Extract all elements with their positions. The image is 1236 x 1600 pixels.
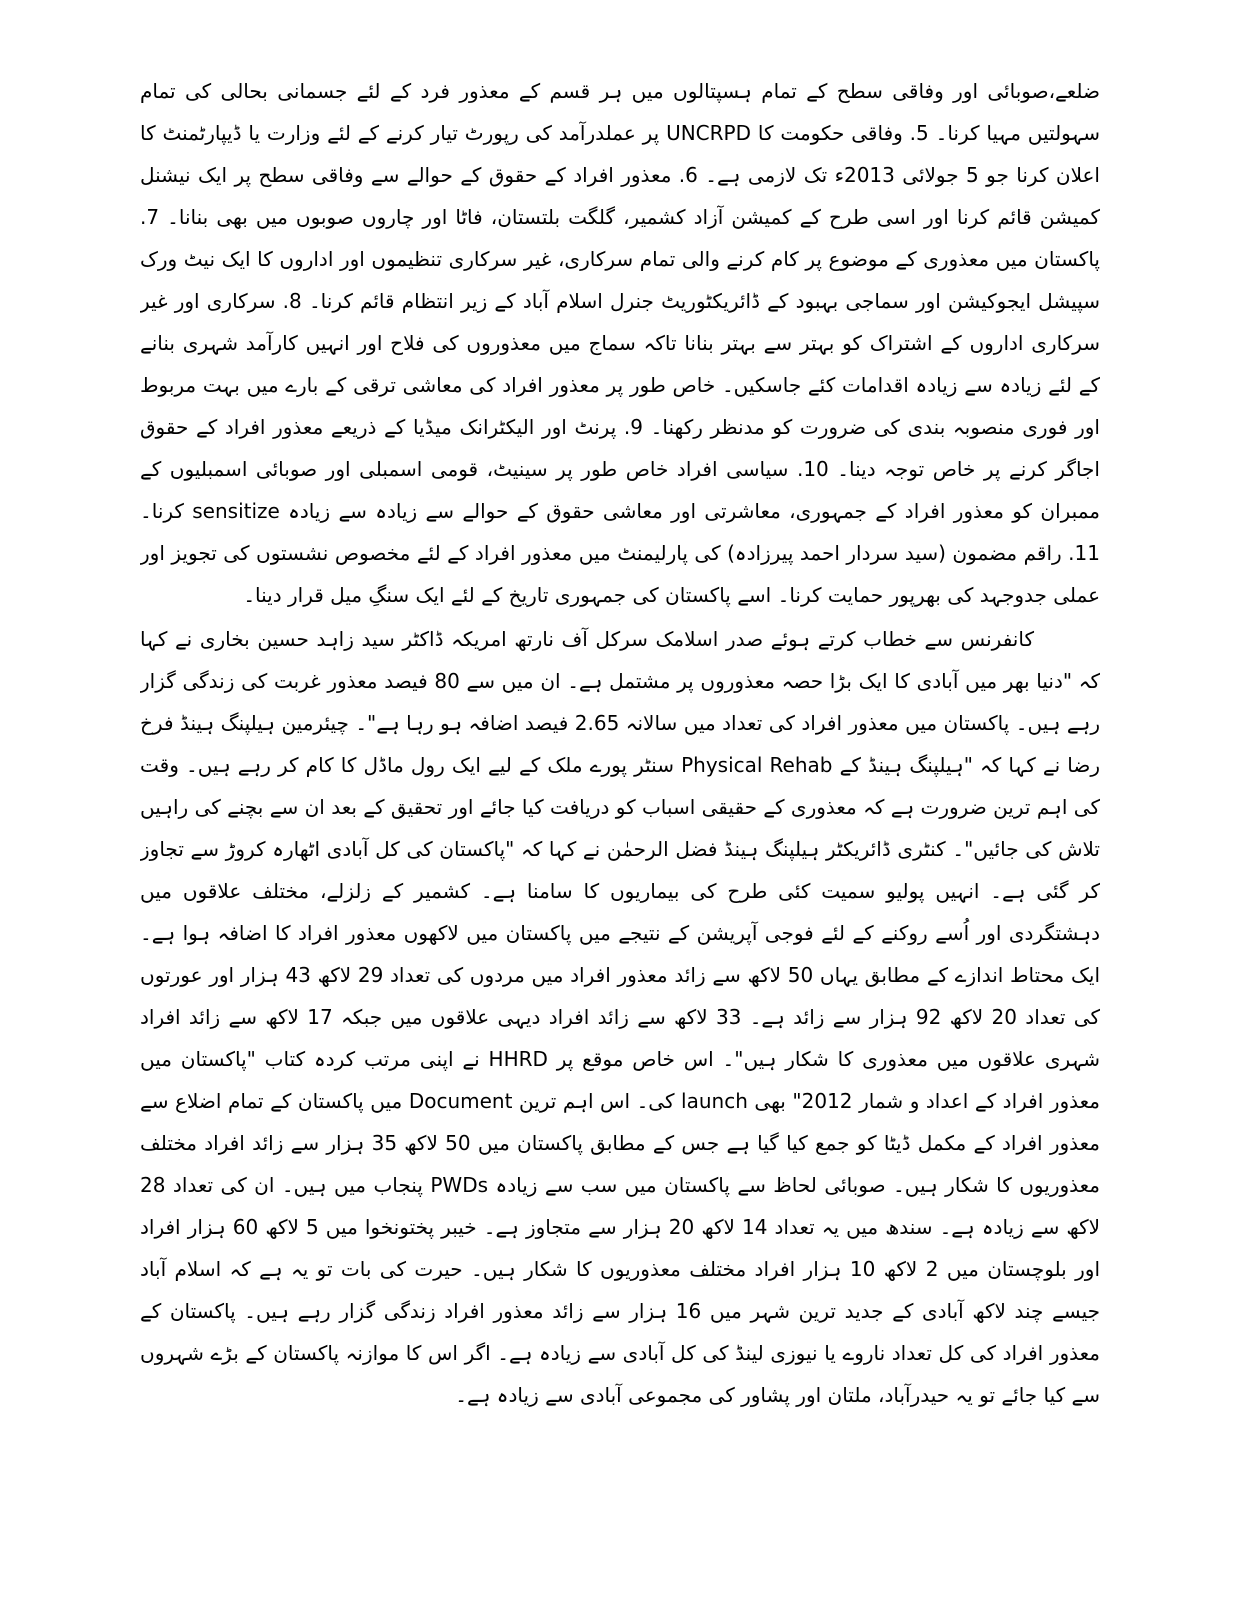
paragraph-2: کانفرنس سے خطاب کرتے ہوئے صدر اسلامک سرکل آف نارتھ امریکہ ڈاکٹر سید زاہد حسین بخاری نے کہا کہ "دنیا بھر میں آبادی کا ایک بڑا حصہ معذوروں پر مشتمل ہے۔ ان میں سے 80 فیصد معذور غربت کی زندگی گزار رہے ہیں۔ پاکستان میں معذور افراد کی تعداد میں سالانہ 2.65 فیصد اضافہ ہو رہا ہے"۔ چیئرمین ہیلپنگ ہینڈ فرخ رضا نے کہا کہ "ہیلپنگ ہینڈ کے Physical Rehab سنٹر پورے ملک کے لیے ایک رول ماڈل کا کام کر رہے ہیں۔ وقت کی اہم ترین ضرورت ہے کہ معذوری کے حقیقی اسباب کو دریافت کیا جائے اور تحقیق کے بعد ان سے بچنے کی راہیں تلاش کی جائیں"۔ کنٹری ڈائریکٹر ہیلپنگ ہینڈ فضل الرحمٰن نے کہا کہ "پاکستان کی کل آبادی اٹھارہ کروڑ سے تجاوز کر گئی ہے۔ انہیں پولیو سمیت کئی طرح کی بیماریوں کا سامنا ہے۔ کشمیر کے زلزلے، مختلف علاقوں میں دہشتگردی اور اُسے روکنے کے لئے فوجی آپریشن کے نتیجے میں پاکستان میں لاکھوں معذور افراد کا اضافہ ہوا ہے۔ ایک محتاط اندازے کے مطابق یہاں 50 لاکھ سے زائد معذور افراد میں مردوں کی تعداد 29 لاکھ 43 ہزار اور عورتوں کی تعداد 20 لاکھ 92 ہزار سے زائد ہے۔ 33 لاکھ سے زائد افراد دیہی علاقوں میں جبکہ 17 لاکھ سے زائد افراد شہری علاقوں میں معذوری کا شکار ہیں"۔ اس خاص موقع پر HHRD نے اپنی مرتب کردہ کتاب "پاکستان میں معذور افراد کے اعداد و شمار 2012" بھی launch کی۔ اس اہم ترین Document میں پاکستان کے تمام اضلاع سے معذور افراد کے مکمل ڈیٹا کو جمع کیا گیا ہے جس کے مطابق پاکستان میں 50 لاکھ 35 ہزار سے زائد افراد مختلف معذوریوں کا شکار ہیں۔ صوبائی لحاظ سے پاکستان میں سب سے زیادہ PWDs پنجاب میں ہیں۔ ان کی تعداد 28 لاکھ سے زیادہ ہے۔ سندھ میں یہ تعداد 14 لاکھ 20 ہزار سے متجاوز ہے۔ خیبر پختونخوا میں 5 لاکھ 60 ہزار افراد اور بلوچستان میں 2 لاکھ 10 ہزار افراد مختلف معذوریوں کا شکار ہیں۔ حیرت کی بات تو یہ ہے کہ اسلام آباد جیسے چند لاکھ آبادی کے جدید ترین شہر میں 16 ہزار سے زائد معذور افراد زندگی گزار رہے ہیں۔ پاکستان کے معذور افراد کی کل تعداد ناروے یا نیوزی لینڈ کی کل آبادی سے زیادہ ہے۔ اگر اس کا موازنہ پاکستان کے بڑے شہروں سے کیا جائے تو یہ حیدرآباد، ملتان اور پشاور کی مجموعی آبادی سے زیادہ ہے۔: [140, 627, 1100, 1407]
paragraph-1: ضلعے،صوبائی اور وفاقی سطح کے تمام ہسپتالوں میں ہر قسم کے معذور فرد کے لئے جسمانی بحالی کی تمام سہولتیں مہیا کرنا۔ 5. وفاقی حکومت کا UNCRPD پر عملدرآمد کی رپورٹ تیار کرنے کے لئے وزارت یا ڈیپارٹمنٹ کا اعلان کرنا جو 5 جولائی 2013ء تک لازمی ہے۔ 6. معذور افراد کے حقوق کے حوالے سے وفاقی سطح پر ایک نیشنل کمیشن قائم کرنا اور اسی طرح کے کمیشن آزاد کشمیر، گلگت بلتستان، فاٹا اور چاروں صوبوں میں بھی بنانا۔ 7. پاکستان میں معذوری کے موضوع پر کام کرنے والی تمام سرکاری، غیر سرکاری تنظیموں اور اداروں کا ایک نیٹ ورک سپیشل ایجوکیشن اور سماجی بہبود کے ڈائریکٹوریٹ جنرل اسلام آباد کے زیر انتظام قائم کرنا۔ 8. سرکاری اور غیر سرکاری اداروں کے اشتراک کو بہتر سے بہتر بنانا تاکہ سماج میں معذوروں کی فلاح اور انہیں کارآمد شہری بنانے کے لئے زیادہ سے زیادہ اقدامات کئے جاسکیں۔ خاص طور پر معذور افراد کی معاشی ترقی کے بارے میں بہت مربوط اور فوری منصوبہ بندی کی ضرورت کو مدنظر رکھنا۔ 9. پرنٹ اور الیکٹرانک میڈیا کے ذریعے معذور افراد کے حقوق اجاگر کرنے پر خاص توجہ دینا۔ 10. سیاسی افراد خاص طور پر سینیٹ، قومی اسمبلی اور صوبائی اسمبلیوں کے ممبران کو معذور افراد کے جمہوری، معاشرتی اور معاشی حقوق کے حوالے سے زیادہ سے زیادہ sensitize کرنا۔ 11. راقم مضمون (سید سردار احمد پیرزادہ) کی پارلیمنٹ میں معذور افراد کے لئے مخصوص نشستوں کی تجویز اور عملی جدوجہد کی بھرپور حمایت کرنا۔ اسے پاکستان کی جمہوری تاریخ کے لئے ایک سنگِ میل قرار دینا۔: [140, 79, 1100, 607]
document-page: [140, 70, 1100, 1530]
